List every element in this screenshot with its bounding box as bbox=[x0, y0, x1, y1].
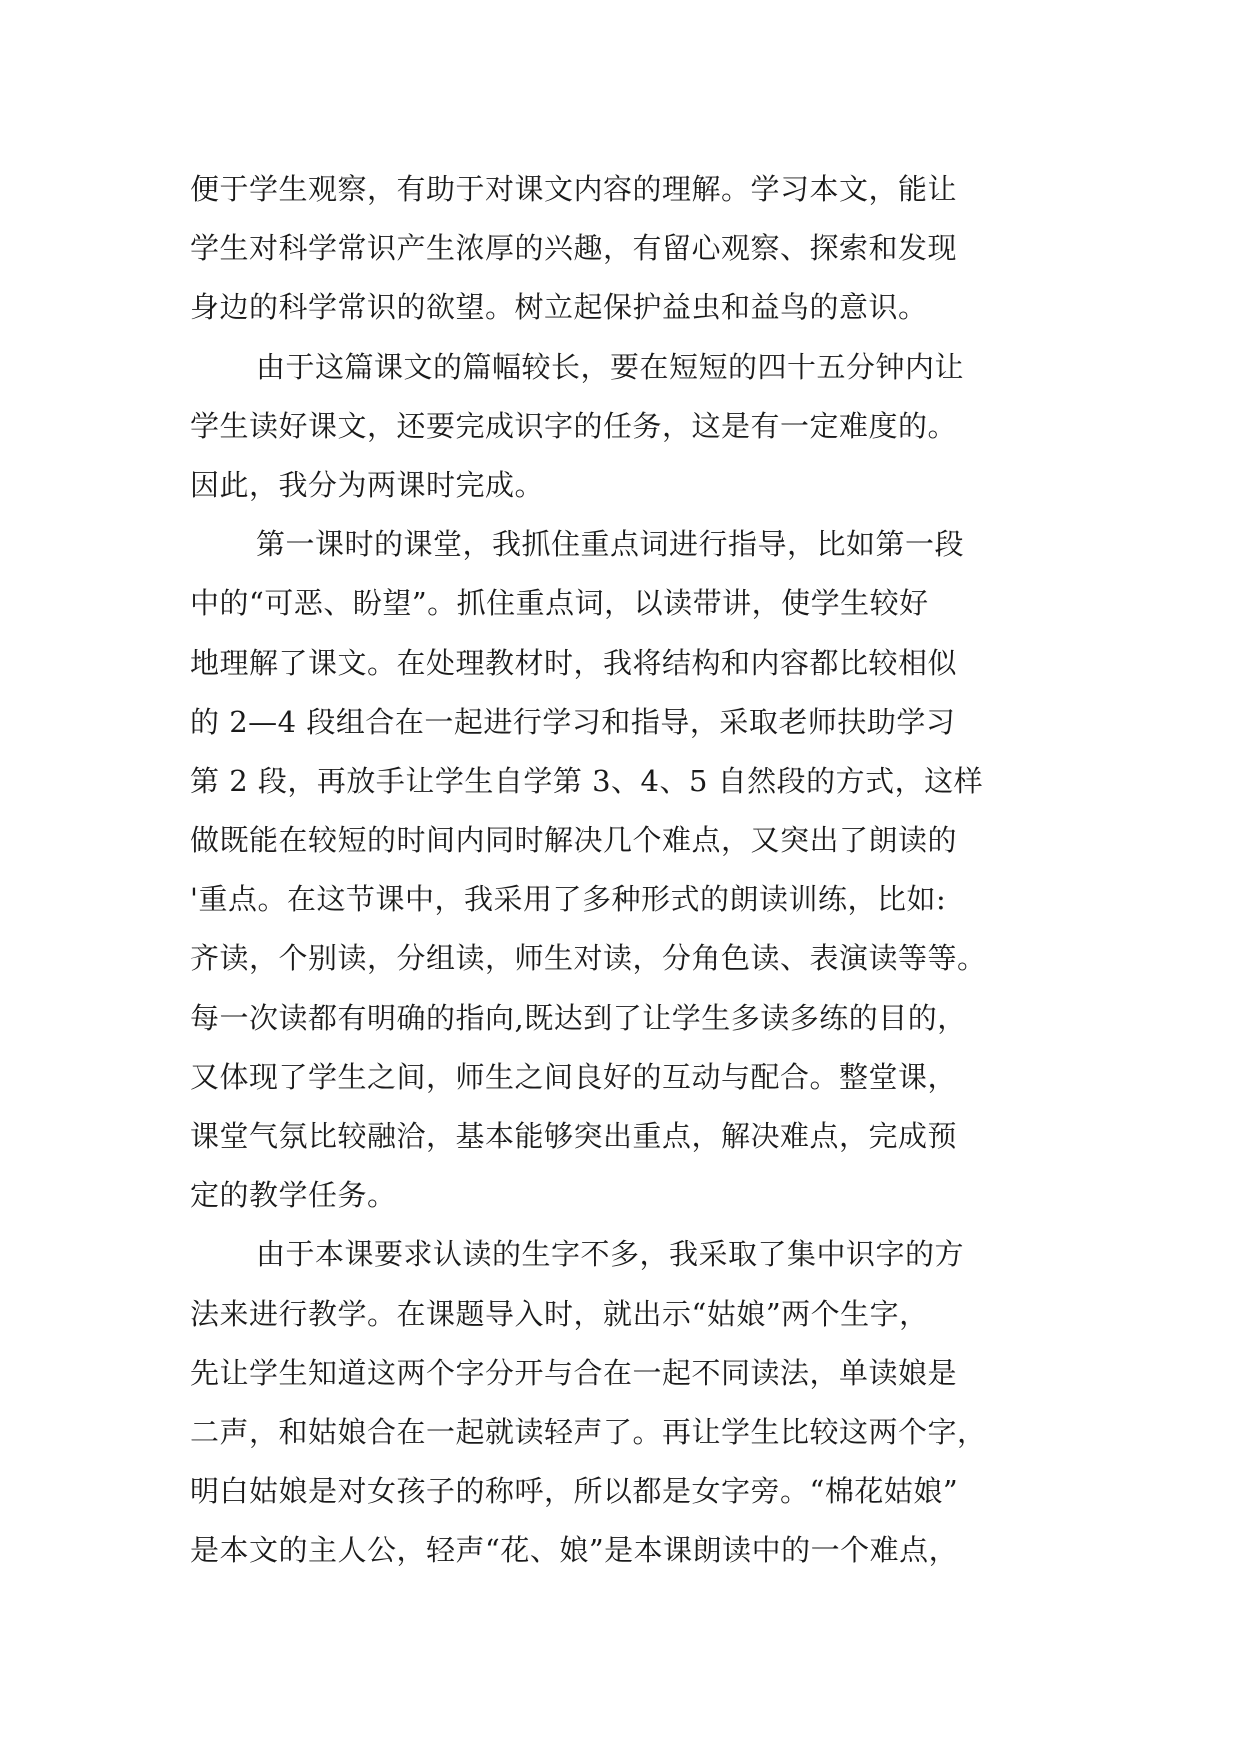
text-line: 中的“可恶、盼望”。抓住重点词，以读带讲，使学生较好 bbox=[190, 586, 929, 621]
text-line: 便于学生观察，有助于对课文内容的理解。学习本文，能让 bbox=[190, 172, 958, 206]
text-line: 因此，我分为两课时完成。 bbox=[190, 467, 545, 502]
text-line: 又体现了学生之间，师生之间良好的互动与配合。整堂课， bbox=[190, 1059, 958, 1094]
text-line: 每一次读都有明确的指向,既达到了让学生多读多练的目的， bbox=[190, 1000, 967, 1035]
paragraph-4 bbox=[190, 1225, 1070, 1580]
text-line: 法来进行教学。在课题导入时，就出示“姑娘”两个生字， bbox=[190, 1296, 929, 1331]
text-line: 地理解了课文。在处理教材时，我将结构和内容都比较相似 bbox=[190, 645, 958, 680]
text-line: 二声，和姑娘合在一起就读轻声了。再让学生比较这两个字， bbox=[190, 1414, 987, 1449]
text-line: 第一课时的课堂，我抓住重点词进行指导，比如第一段 bbox=[256, 527, 965, 562]
text-line: 由于本课要求认读的生字不多，我采取了集中识字的方 bbox=[256, 1237, 965, 1272]
paragraph-2 bbox=[190, 338, 1070, 516]
text-line: 明白姑娘是对女孩子的称呼，所以都是女字旁。“棉花姑娘” bbox=[190, 1474, 959, 1509]
paragraph-1 bbox=[190, 160, 1070, 338]
document-body bbox=[190, 160, 1070, 1581]
text-line: 学生对科学常识产生浓厚的兴趣，有留心观察、探索和发现 bbox=[190, 231, 958, 266]
text-line: 是本文的主人公，轻声“花、娘”是本课朗读中的一个难点， bbox=[190, 1533, 959, 1568]
text-line: 由于这篇课文的篇幅较长，要在短短的四十五分钟内让 bbox=[256, 349, 965, 384]
text-line: 做既能在较短的时间内同时解决几个难点，又突出了朗读的 bbox=[190, 823, 958, 858]
text-line: 定的教学任务。 bbox=[190, 1178, 397, 1213]
text-line: 齐读，个别读，分组读，师生对读，分角色读、表演读等等。 bbox=[190, 941, 987, 976]
text-line: 身边的科学常识的欲望。树立起保护益虫和益鸟的意识。 bbox=[190, 290, 928, 325]
text-line: 课堂气氛比较融洽，基本能够突出重点，解决难点，完成预 bbox=[190, 1119, 958, 1153]
text-line: 学生读好课文，还要完成识字的任务，这是有一定难度的。 bbox=[190, 408, 958, 443]
text-line: 的 2—4 段组合在一起进行学习和指导，采取老师扶助学习 bbox=[190, 704, 956, 739]
paragraph-3 bbox=[190, 515, 1070, 1225]
text-line: 先让学生知道这两个字分开与合在一起不同读法，单读娘是 bbox=[190, 1355, 958, 1390]
text-line: 第 2 段，再放手让学生自学第 3、4、5 自然段的方式，这样 bbox=[190, 763, 984, 798]
text-line: '重点。在这节课中，我采用了多种形式的朗读训练，比如: bbox=[190, 882, 947, 917]
